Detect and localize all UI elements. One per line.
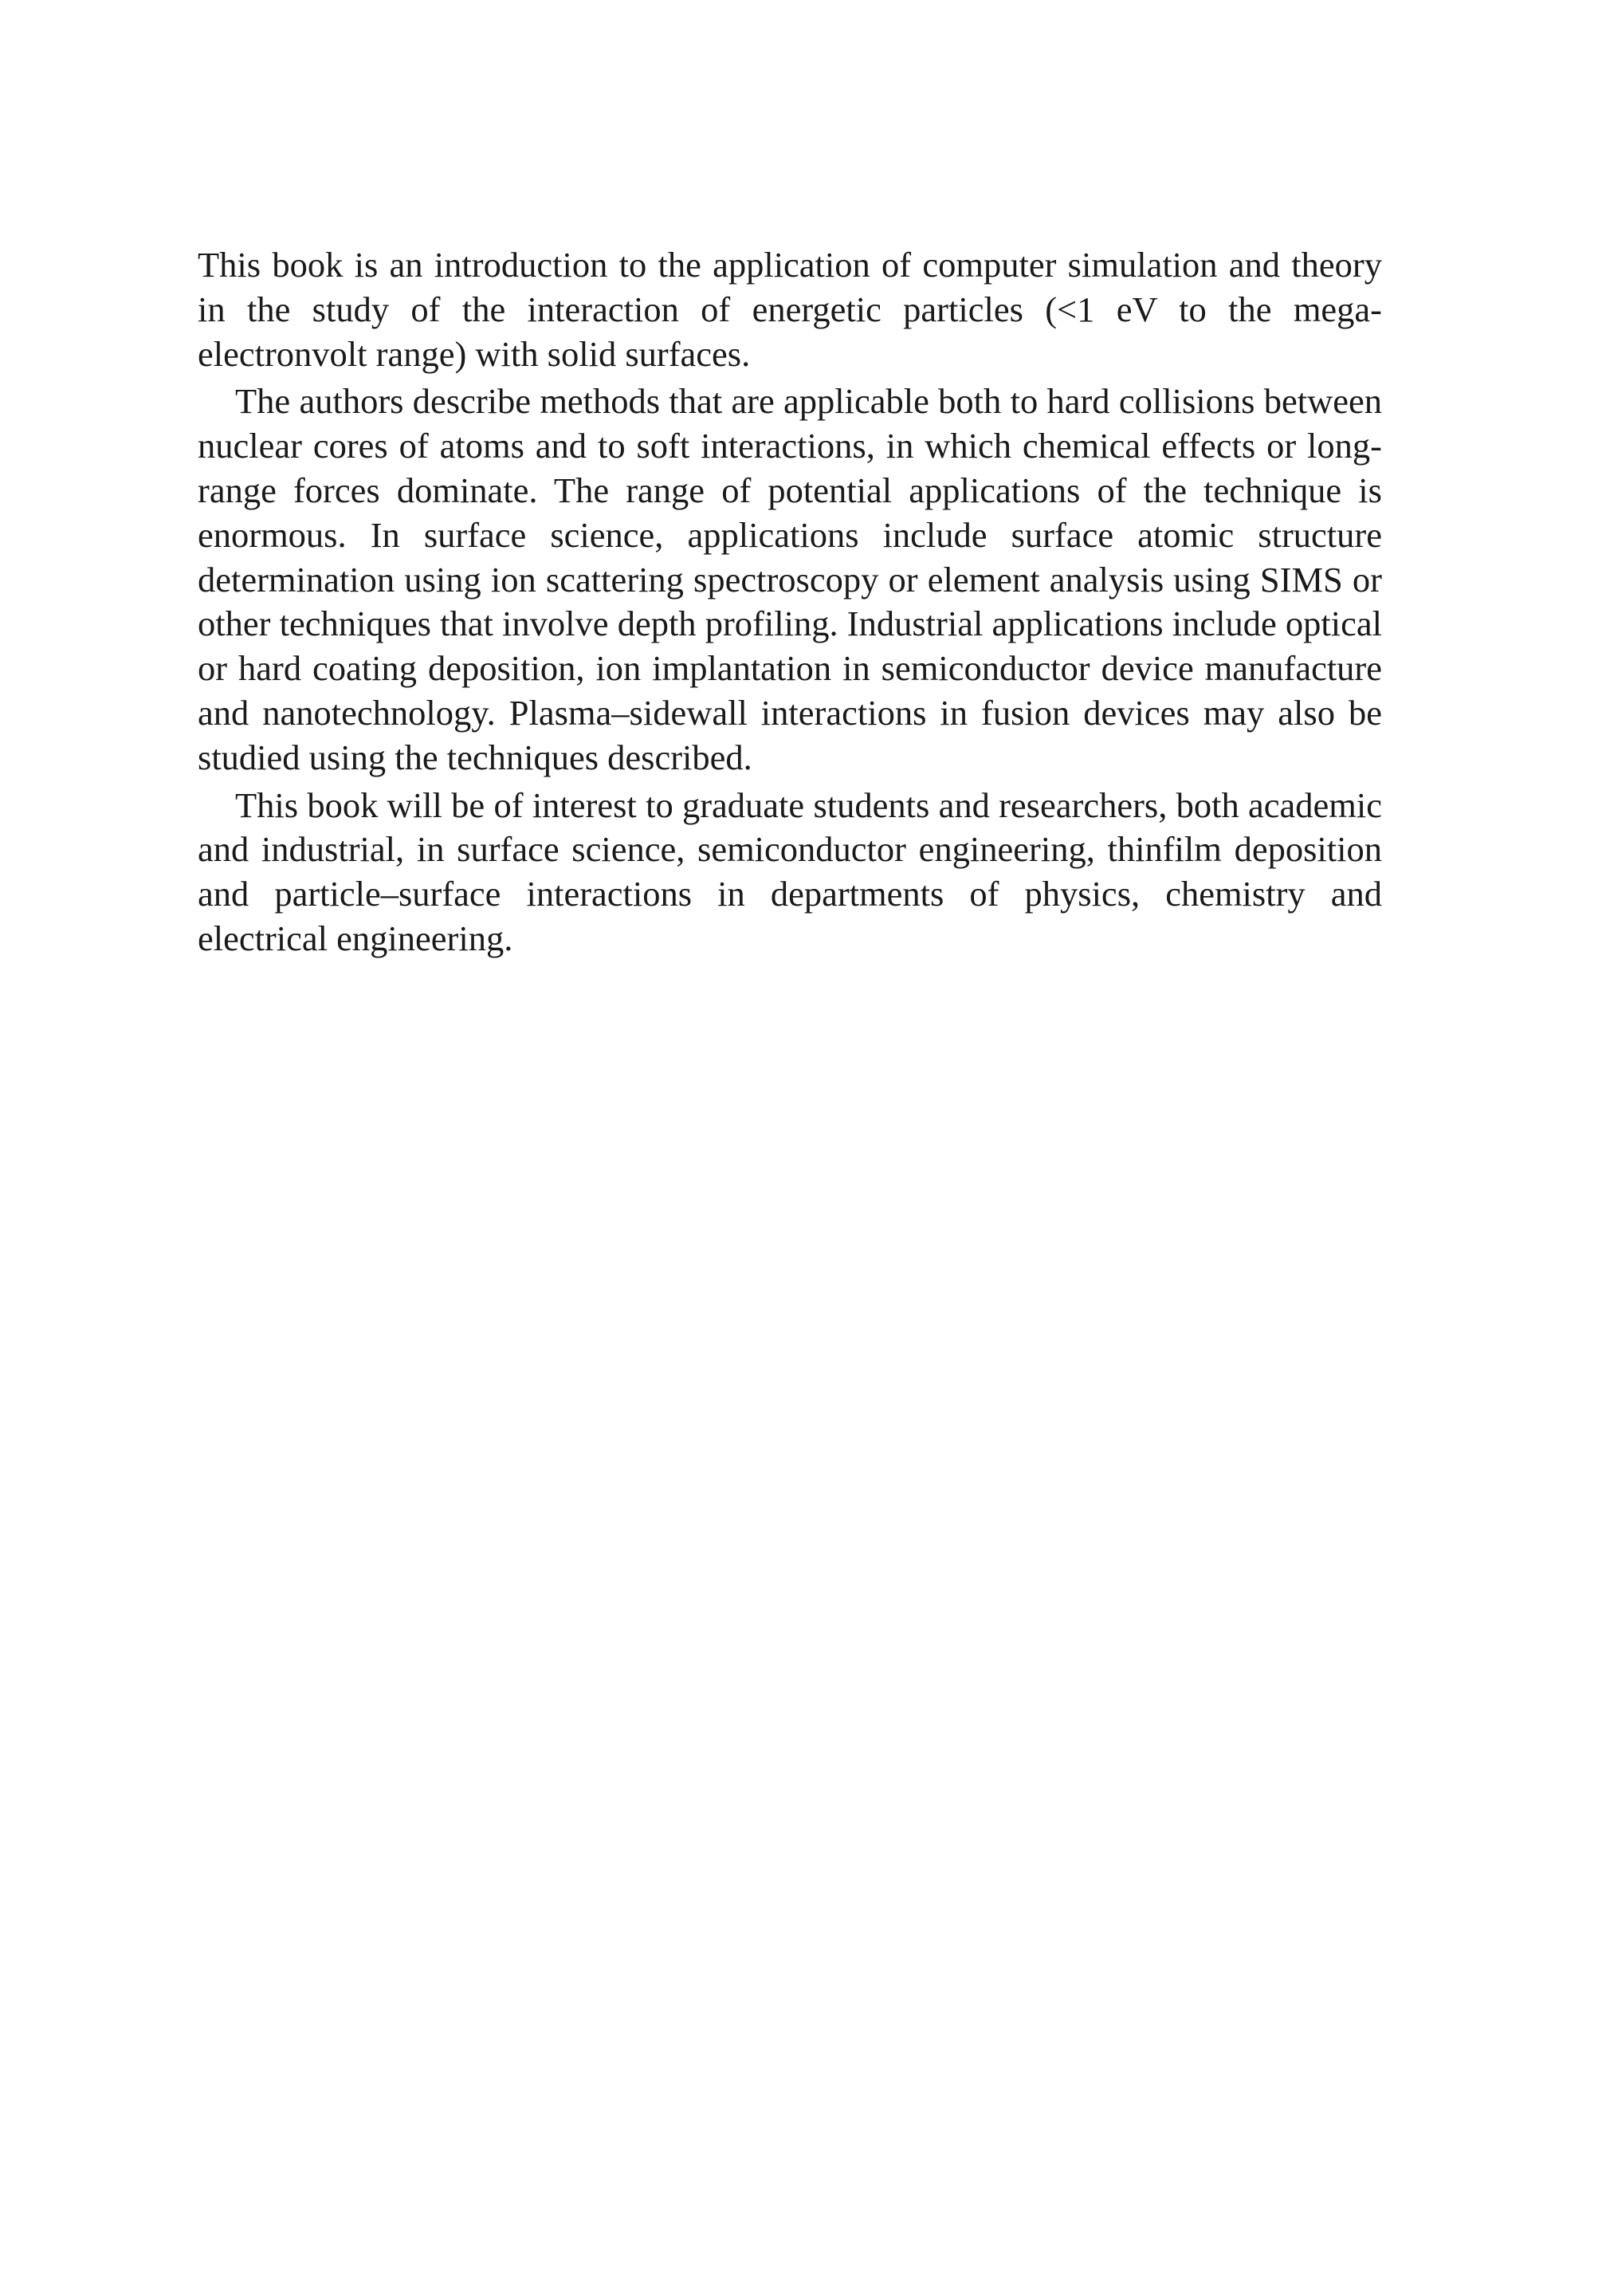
audience-paragraph: This book will be of interest to graduate students and researchers, both academic and industrial, in surface science, semiconductor engineering, thinfilm deposition and particle–surface interactions in departments of physics, chemistry and electrical engineering. xyxy=(198,784,1382,958)
intro-paragraph: This book is an introduction to the application of computer simulation and theory in the study of the interaction of energetic particles (<1 eV to the mega-electronvolt range) with solid surfaces. xyxy=(198,245,1382,374)
book-description xyxy=(198,243,1382,961)
methods-paragraph: The authors describe methods that are applicable both to hard collisions between nuclear cores of atoms and to soft interactions, in which chemical effects or long-range forces dominate. The range of potential applications of the technique is enormous. In surface science, applications include surface atomic structure determination using ion scattering spectroscopy or element analysis using SIMS or other techniques that involve depth profiling. Industrial applications include optical or hard coating deposition, ion implantation in semiconductor device manufacture and nanotechnology. Plasma–sidewall interactions in fusion devices may also be studied using the techniques described. xyxy=(198,381,1382,777)
